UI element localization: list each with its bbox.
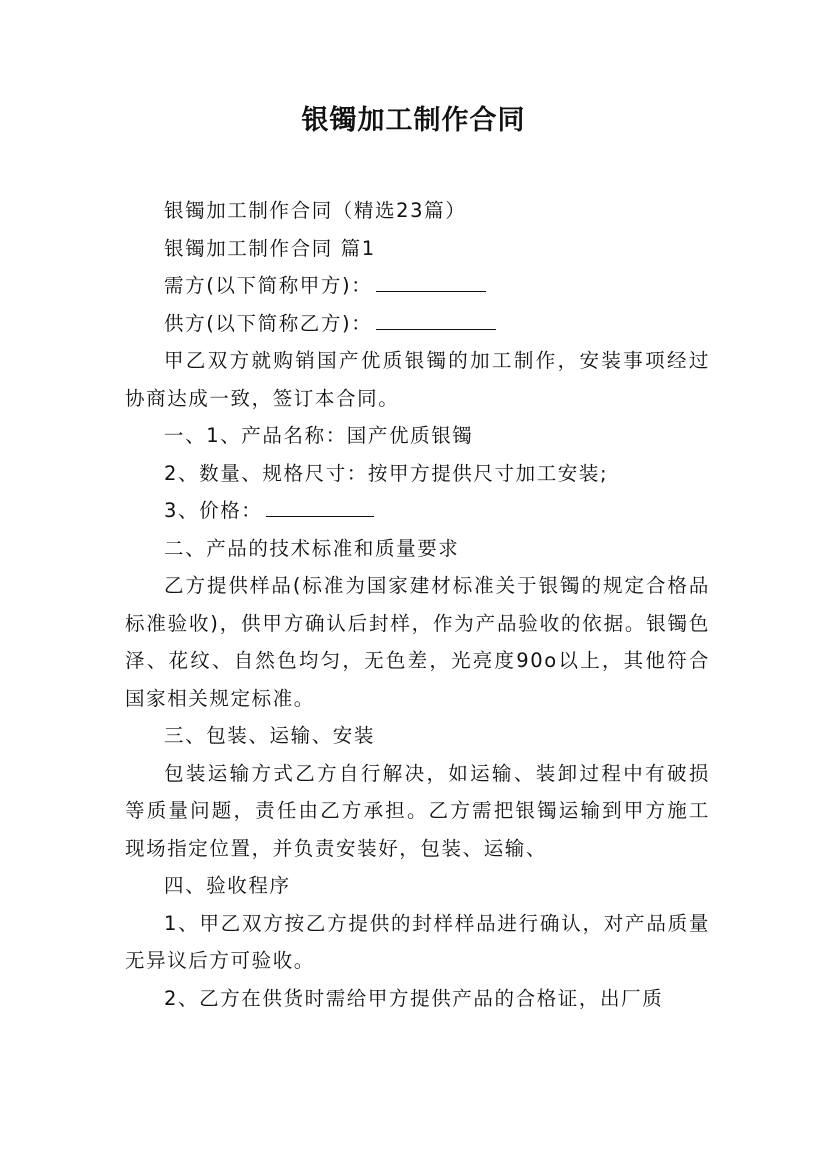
paragraph-part-heading: 银镯加工制作合同 篇1 <box>164 236 376 260</box>
paragraph-packaging: 包装运输方式乙方自行解决，如运输、装卸过程中有破损等质量问题，责任由乙方承担。乙方需把银镯运输到甲方施工现场指定位置，并负责安装好，包装、运输、 <box>125 761 710 860</box>
price-blank-line <box>266 494 374 517</box>
buyer-label: 需方(以下简称甲方)： <box>164 274 373 297</box>
supplier-label: 供方(以下简称乙方)： <box>164 311 373 335</box>
paragraph-product-name: 一、1、产品名称：国产优质银镯 <box>164 424 474 447</box>
document-body <box>125 192 710 1017</box>
paragraph-section-3-heading: 三、包装、运输、安装 <box>164 724 376 747</box>
document-title: 银镯加工制作合同 <box>301 105 526 136</box>
paragraph-buyer <box>125 267 710 305</box>
buyer-blank-line <box>376 269 486 292</box>
paragraph-acceptance-2: 2、乙方在供货时需给甲方提供产品的合格证，出厂质 <box>164 986 664 1010</box>
paragraph-price <box>125 492 710 530</box>
paragraph-section-4-heading: 四、验收程序 <box>164 874 291 897</box>
price-label: 3、价格： <box>164 499 263 522</box>
paragraph-quantity: 2、数量、规格尺寸：按甲方提供尺寸加工安装; <box>164 461 609 485</box>
paragraph-intro: 甲乙双方就购销国产优质银镯的加工制作，安装事项经过协商达成一致，签订本合同。 <box>125 349 710 410</box>
paragraph-supplier <box>125 305 710 343</box>
paragraph-quality: 乙方提供样品(标准为国家建材标准关于银镯的规定合格品标准验收)，供甲方确认后封样，作为产品验收的依据。银镯色泽、花纹、自然色均匀，无色差，光亮度90o以上，其他符合国家相关规定标准。 <box>125 574 710 710</box>
supplier-blank-line <box>376 307 496 330</box>
paragraph-section-2-heading: 二、产品的技术标准和质量要求 <box>164 536 460 560</box>
paragraph-acceptance-1: 1、甲乙双方按乙方提供的封样样品进行确认，对产品质量无异议后方可验收。 <box>125 911 710 972</box>
paragraph-subtitle: 银镯加工制作合同（精选23篇） <box>164 199 467 222</box>
